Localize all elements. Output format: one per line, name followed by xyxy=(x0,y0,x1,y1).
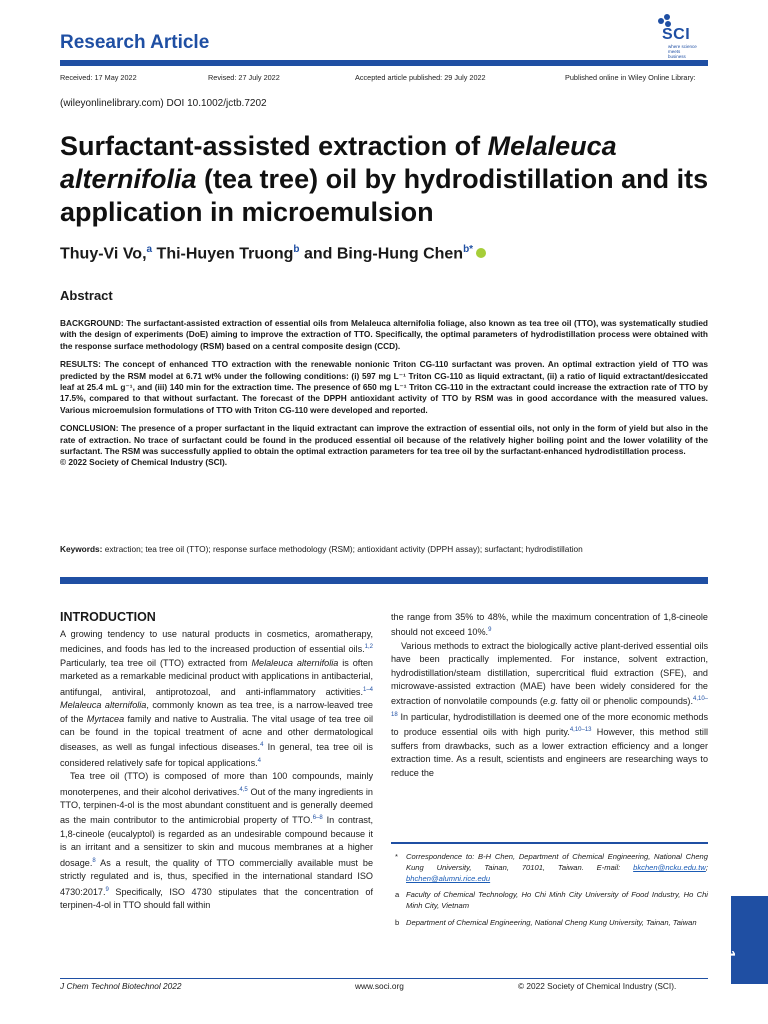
orcid-icon[interactable] xyxy=(476,248,486,258)
paragraph: Tea tree oil (TTO) is composed of more than 100 compounds, mainly monoterpenes, and their alcohol derivatives.$^{4,5}$ Out of the many ingredients in TTO, terpinen-4-ol is the most abundant constituent and is generally deemed as the main contributor to the antimicrobial property of TTO.$^{6-8}$ In contrast, 1,8-cineole (eucalyptol) is regarded as an undesirable compound because it is an irritant and a sensitizer to skin and mucous membranes at a higher dosage.$^8$ As a result, the quality of TTO commercially available must be strictly regulated and is, thus, specified in the international standard ISO 4730:2017.$^9$ Specifically, ISO 4730 stipulates that the concentration of terpinen-4-ol in TTO should fall within xyxy=(60,771,373,910)
citation-ref[interactable]: 4,10–13 xyxy=(569,727,592,734)
doi[interactable]: (wileyonlinelibrary.com) DOI 10.1002/jctb.7202 xyxy=(60,98,267,109)
abstract-body xyxy=(60,318,708,476)
paragraph: Various methods to extract the biologically active plant-derived essential oils have been practically implemented. For instance, solvent extraction, hydrodistillation/steam distillation, supercritical fluid extraction (SFE), and microwave-assisted extraction (MAE) have been widely considered for the extraction of nonvolatile compounds (e.g. fatty oil or phenolic compounds).$^{4,10-18}$ In particular, hydrodistillation is deemed one of the more economic methods to produce essential oils with high purity.$^{4,10-13}$ However, this method still suffers from drawbacks, such as a lower extraction efficiency and a longer extraction time. As a result, scientists and engineers are researching ways to reduce the xyxy=(391,640,709,778)
abstract-results: RESULTS: The concept of enhanced TTO extraction with the renewable nonionic Triton CG-110 surfactant was proven. An optimal extraction yield of TTO was predicted by the RSM model at 6.71 wt% under the following conditions: (i) 597 mg L⁻¹ Triton CG-110 as liquid extractant, (ii) a ratio of liquid extractant/desiccated leaf at 25.4 mL g⁻¹, and (iii) 140 min for the extraction time. The presence of 650 mg L⁻¹ Triton CG-110 in the extractant could increase the extraction rate of TTO by 17.5%, compared to that without surfactant. The forecast of the DPPH antioxidant activity of TTO by RSM was in good accordance with the measured values. Various microemulsion formulations of TTO with Triton CG-110 were developed and reported. xyxy=(60,359,708,415)
affiliation-mark[interactable]: b* xyxy=(463,244,474,255)
citation-ref[interactable]: 8 xyxy=(92,857,96,864)
citation-ref[interactable]: 9 xyxy=(105,886,109,893)
sci-logo xyxy=(654,12,710,59)
citation-ref[interactable]: 6–8 xyxy=(312,815,323,822)
abstract-copyright: © 2022 Society of Chemical Industry (SCI). xyxy=(60,457,228,468)
body-column-left xyxy=(60,628,373,912)
citation-ref[interactable]: 4,5 xyxy=(239,786,248,793)
section-label: Research Article xyxy=(60,32,210,53)
author-list xyxy=(60,244,486,263)
abstract-rule xyxy=(60,577,708,584)
email-link[interactable]: bkchen@ncku.edu.tw xyxy=(633,862,706,872)
footer-copyright: © 2022 Society of Chemical Industry (SCI). xyxy=(518,981,677,991)
footnote-affiliation-b: b Department of Chemical Engineering, National Cheng Kung University, Tainan, Taiwan xyxy=(395,917,697,927)
header-rule xyxy=(60,60,708,66)
author-name[interactable]: and Bing-Hung Chen xyxy=(303,245,464,263)
title-part: (tea tree) oil by hydrodistillation and its application in microemulsion xyxy=(60,164,709,227)
published-note: Published online in Wiley Online Library: xyxy=(565,73,696,82)
citation-ref[interactable]: 1,2 xyxy=(364,644,373,651)
affiliation-mark[interactable]: a xyxy=(146,244,153,255)
site-link[interactable]: www.soci.org xyxy=(355,981,404,991)
citation-ref[interactable]: 1–4 xyxy=(362,686,373,693)
citation-ref[interactable]: 9 xyxy=(488,627,492,634)
citation-ref[interactable]: 4 xyxy=(257,757,261,764)
footnote-rule xyxy=(391,842,708,844)
logo-text: SCI xyxy=(662,26,691,43)
email-link[interactable]: bhchen@alumni.rice.edu xyxy=(406,873,491,883)
footer-rule xyxy=(60,978,708,979)
revised-date: Revised: 27 July 2022 xyxy=(208,73,280,82)
abstract-heading: Abstract xyxy=(60,288,113,303)
title-species: Melaleuca alternifolia xyxy=(60,131,617,194)
keywords-list: extraction; tea tree oil (TTO); response surface methodology (RSM); antioxidant activity (DPPH assay); surfactant; hydrodistillation xyxy=(104,544,583,554)
journal-name: J Chem Technol Biotechnol 2022 xyxy=(60,981,182,991)
keywords-label: Keywords: xyxy=(60,544,103,554)
author-name[interactable]: Thi-Huyen Truong xyxy=(156,245,294,263)
received-date: Received: 17 May 2022 xyxy=(60,73,137,82)
section-heading-introduction: INTRODUCTION xyxy=(60,610,156,624)
paragraph: the range from 35% to 48%, while the maximum concentration of 1,8-cineole should not exceed 10%.$^9$ xyxy=(391,612,708,638)
keywords xyxy=(60,544,708,555)
paragraph: A growing tendency to use natural products in cosmetics, aromatherapy, medicines, and foods has led to the increased production of essential oils.$^{1,2}$ Particularly, tea tree oil (TTO) extracted from Melaleuca alternifolia is often marketed as a remarkable medicinal product with applications in antibacterial, antifungal, antiviral, antiprotozoal, and anti-inflammatory activities.$^{1-4}$ Melaleuca alternifolia, commonly known as tea tree, is a narrow-leaved tree of the Myrtacea family and native to Australia. The vital usage of tea tree oil can be found in the topical treatment of acne and other dermatological diseases, as well as fungal infectious diseases.$^4$ In general, tea tree oil is considered relatively safe for topical applications.$^4$ xyxy=(60,629,373,768)
affiliation-mark[interactable]: b xyxy=(293,244,300,255)
title-part: Surfactant-assisted extraction of xyxy=(60,131,488,161)
footnotes xyxy=(395,852,708,935)
footnote-correspondence: * Correspondence to: B-H Chen, Department of Chemical Engineering, National Cheng Kung University, Tainan, 70101, Taiwan. E-mail: bkchen@ncku.edu.tw; bhchen@alumni.rice.edu xyxy=(395,852,708,883)
page-number: 1 xyxy=(721,950,738,959)
logo-tagline: where science meets business xyxy=(668,44,697,59)
page-number-tab xyxy=(731,896,768,984)
abstract-background: BACKGROUND: The surfactant-assisted extraction of essential oils from Melaleuca alternifolia foliage, also known as tea tree oil (TTO), was systematically studied with the design of experiments (DoE) aiming to improve the extraction of TTO. Specifically, the optimal parameters of hydrodistillation process were obtained with the response surface methodology (RSM) based on a central composite design (CCD). xyxy=(60,318,708,351)
body-column-right xyxy=(391,611,708,780)
citation-ref[interactable]: 4,10–18 xyxy=(391,696,709,718)
article-title xyxy=(60,130,710,229)
abstract-conclusion: CONCLUSION: The presence of a proper surfactant in the liquid extractant can improve the extraction of essential oils, not only in the form of yield but also in the rate of extraction. No trace of surfactant could be found in the produced essential oil because of the relatively higher boiling point and the lower volatility of the surfactant. The RSM was successfully applied to obtain the optimal extraction parameters for tea tree oil by the surfactant-enhanced hydrodistillation process. xyxy=(60,423,708,457)
citation-ref[interactable]: 4 xyxy=(260,742,264,749)
accepted-date: Accepted article published: 29 July 2022 xyxy=(355,73,486,82)
author-name[interactable]: Thuy-Vi Vo, xyxy=(60,245,147,263)
footnote-affiliation-a: a Faculty of Chemical Technology, Ho Chi Minh City University of Food Industry, Ho Chi Minh City, Vietnam xyxy=(395,890,708,911)
